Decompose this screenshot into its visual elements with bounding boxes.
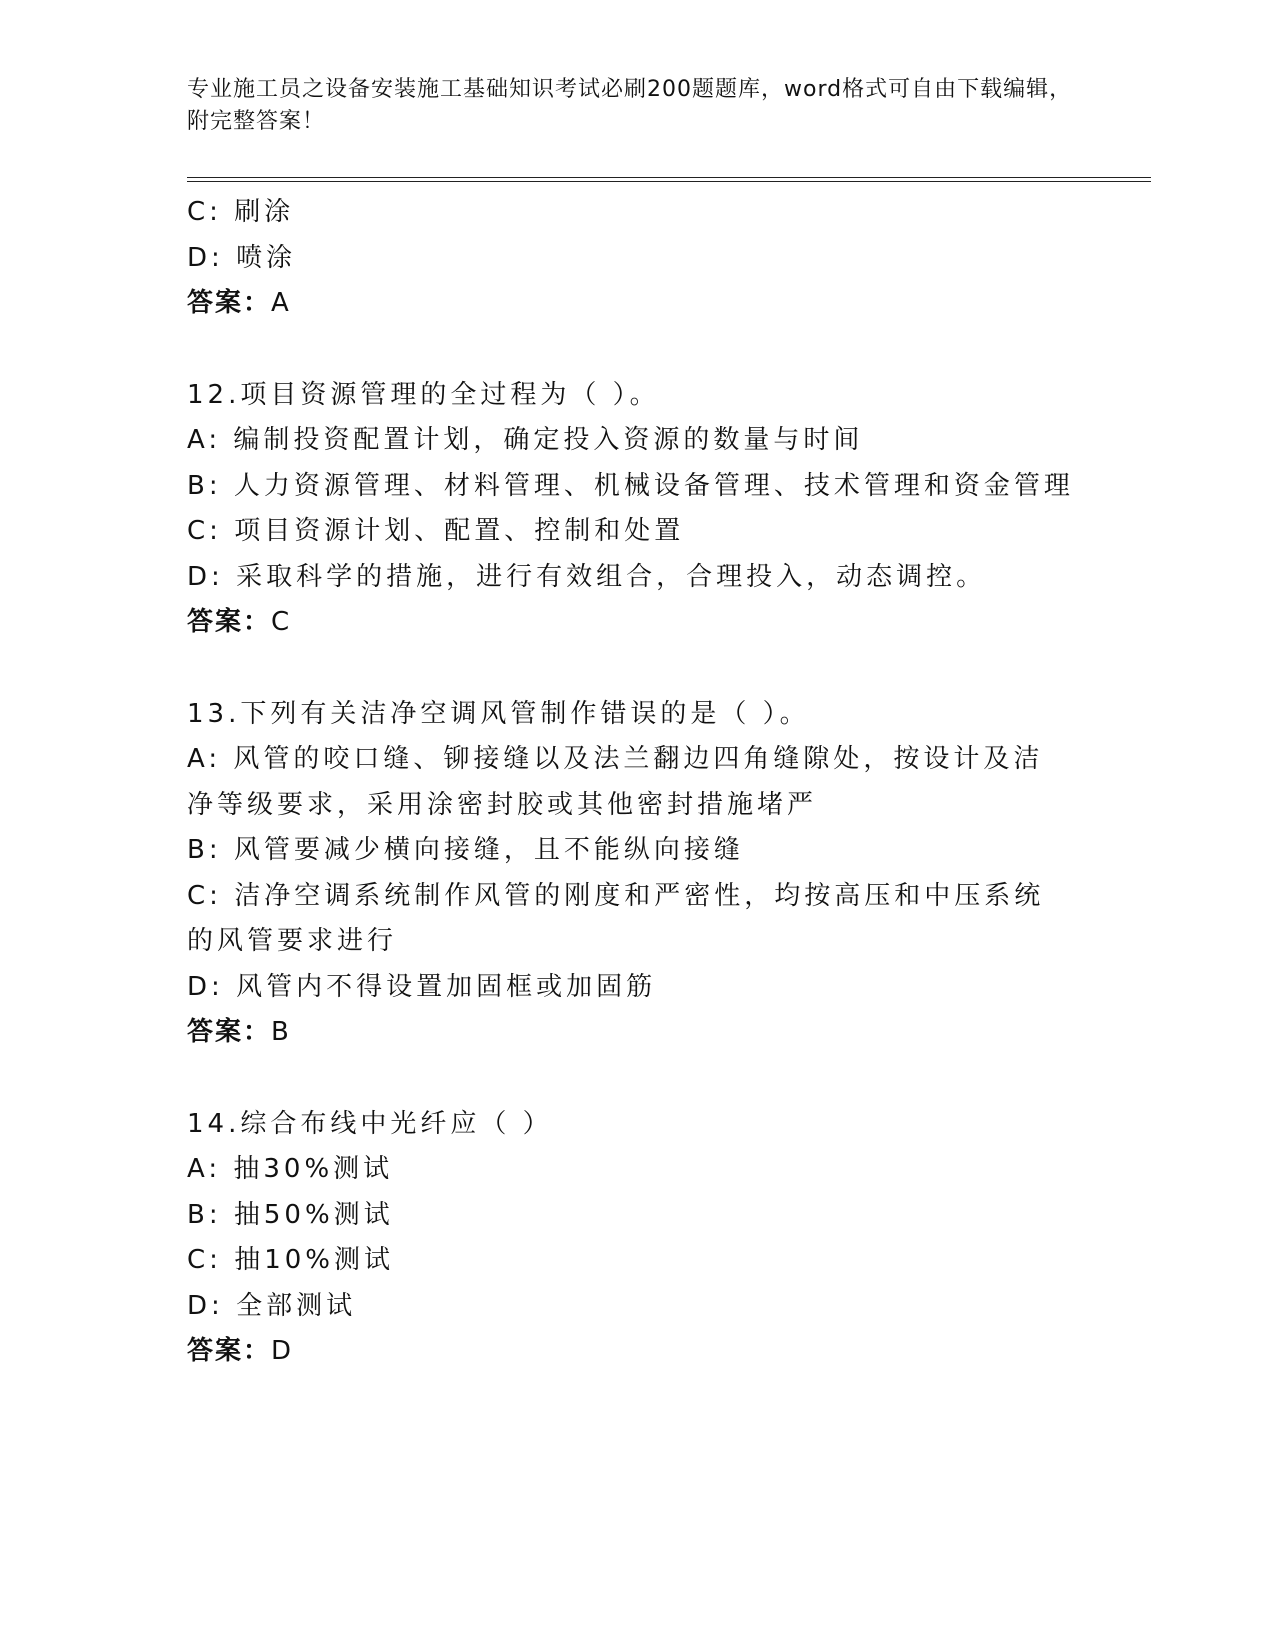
option-text: 编制投资配置计划，确定投入资源的数量与时间 (233, 425, 864, 455)
option-letter: D (187, 561, 212, 592)
option-separator: : (209, 197, 235, 227)
spacer (187, 646, 1067, 692)
option-letter: D (187, 242, 212, 273)
document-header (187, 74, 1087, 138)
header-rule-top (187, 177, 1151, 178)
option-line (187, 418, 1067, 464)
option-separator: : (211, 1290, 237, 1321)
option-text: 刷涂 (234, 197, 295, 227)
option-line (187, 1238, 1067, 1284)
option-line (187, 828, 1067, 874)
option-separator: : (208, 1199, 234, 1230)
option-text: 抽50%测试 (233, 1199, 394, 1230)
question-stem: 13.下列有关洁净空调风管制作错误的是（ ）。 (187, 698, 810, 729)
answer-value: A (271, 288, 291, 318)
option-line (187, 509, 1067, 555)
option-line (187, 874, 1067, 965)
option-separator: : (208, 1154, 234, 1184)
question-stem: 12.项目资源管理的全过程为（ ）。 (187, 379, 660, 410)
option-letter: D (187, 1290, 212, 1321)
answer-label: 答案： (187, 1017, 272, 1047)
answer-value: D (271, 1336, 294, 1366)
option-line (187, 965, 1067, 1011)
option-letter: C (187, 1245, 210, 1275)
option-text: 全部测试 (236, 1290, 357, 1321)
spacer (187, 1056, 1067, 1102)
option-text: 风管的咬口缝、铆接缝以及法兰翻边四角缝隙处，按设计及洁净等级要求，采用涂密封胶或其他密封措施堵严 (187, 744, 1044, 820)
option-text: 抽30%测试 (233, 1154, 394, 1184)
option-text: 抽10%测试 (234, 1245, 394, 1275)
option-letter: C (187, 880, 210, 911)
option-separator: : (209, 1245, 235, 1275)
question-13 (187, 692, 1067, 1056)
option-separator: : (209, 516, 235, 546)
option-text: 风管要减少横向接缝，且不能纵向接缝 (233, 835, 744, 865)
option-separator: : (208, 470, 234, 501)
option-separator: : (209, 880, 235, 911)
answer-line (187, 281, 1067, 327)
header-rule-bottom (187, 181, 1151, 182)
option-line (187, 190, 1067, 236)
option-letter: B (187, 835, 209, 865)
option-separator: : (208, 425, 234, 455)
option-separator: : (211, 561, 237, 592)
option-line (187, 555, 1067, 601)
question-partial (187, 190, 1067, 327)
answer-line (187, 600, 1067, 646)
option-line (187, 1147, 1067, 1193)
option-letter: A (187, 1154, 209, 1184)
question-14 (187, 1102, 1067, 1375)
option-letter: B (187, 1199, 209, 1230)
option-text: 采取科学的措施，进行有效组合，合理投入，动态调控。 (236, 561, 987, 592)
option-line (187, 737, 1067, 828)
spacer (187, 327, 1067, 373)
option-line (187, 236, 1067, 282)
option-letter: B (187, 470, 209, 501)
option-letter: C (187, 516, 210, 546)
option-separator: : (211, 971, 237, 1002)
option-text: 项目资源计划、配置、控制和处置 (234, 516, 685, 546)
option-letter: C (187, 197, 210, 227)
option-letter: D (187, 971, 212, 1002)
option-text: 风管内不得设置加固框或加固筋 (236, 971, 657, 1002)
answer-value: C (271, 607, 292, 637)
question-stem: 14.综合布线中光纤应（ ） (187, 1108, 553, 1139)
option-text: 洁净空调系统制作风管的刚度和严密性，均按高压和中压系统的风管要求进行 (187, 880, 1045, 956)
question-list (187, 190, 1074, 1375)
option-text: 人力资源管理、材料管理、机械设备管理、技术管理和资金管理 (233, 470, 1074, 501)
option-separator: : (208, 835, 234, 865)
answer-label: 答案： (187, 1336, 272, 1366)
option-letter: A (187, 425, 209, 455)
option-line (187, 1284, 1067, 1330)
answer-label: 答案： (187, 607, 272, 637)
document-title: 专业施工员之设备安装施工基础知识考试必刷200题题库，word格式可自由下载编辑，附完整答案！ (187, 77, 1073, 134)
option-separator: : (211, 242, 237, 273)
option-line (187, 1193, 1067, 1239)
answer-label: 答案： (187, 288, 272, 318)
option-separator: : (208, 744, 234, 774)
question-12 (187, 373, 1074, 646)
answer-line (187, 1329, 1067, 1375)
answer-line (187, 1010, 1067, 1056)
option-line (187, 464, 1074, 510)
option-text: 喷涂 (236, 242, 297, 273)
answer-value: B (271, 1017, 291, 1047)
option-letter: A (187, 744, 209, 774)
